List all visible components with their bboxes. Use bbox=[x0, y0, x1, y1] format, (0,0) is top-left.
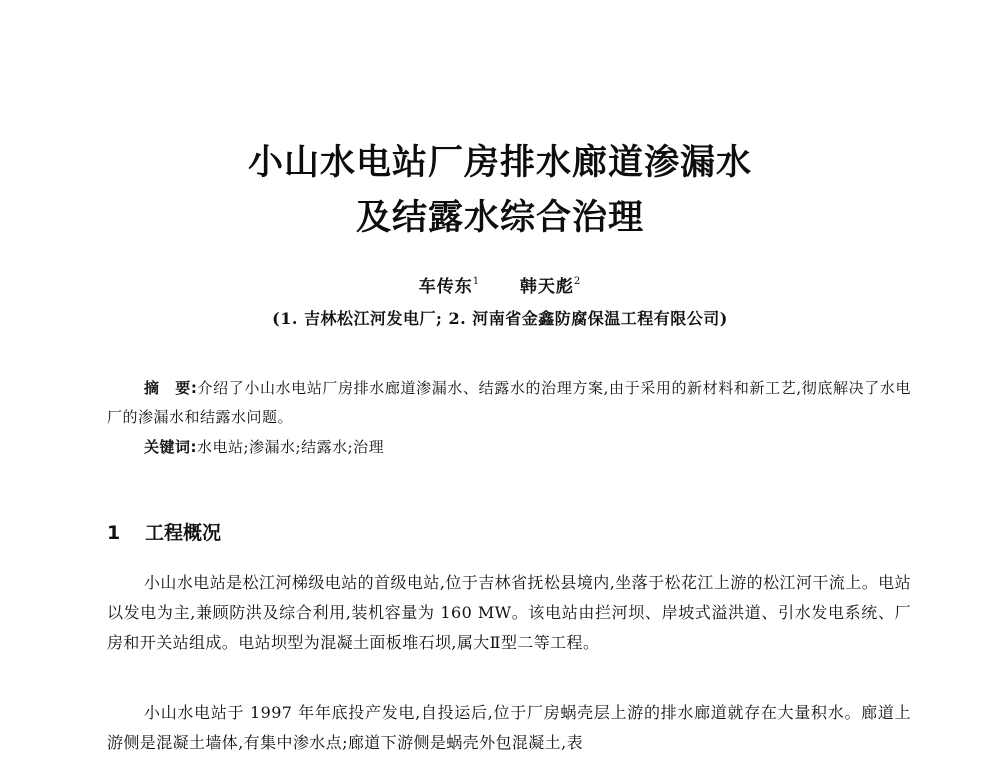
abstract-label: 摘 要: bbox=[144, 379, 198, 397]
author-affiliation-mark: 1 bbox=[472, 276, 481, 287]
author-name: 韩天彪 bbox=[519, 277, 574, 297]
author-name: 车传东 bbox=[418, 277, 473, 297]
abstract-text: 介绍了小山水电站厂房排水廊道渗漏水、结露水的治理方案,由于采用的新材料和新工艺,彻底解决了水电厂的渗漏水和结露水问题。 bbox=[107, 379, 911, 426]
keywords bbox=[144, 433, 904, 462]
body-paragraph: 小山水电站是松江河梯级电站的首级电站,位于吉林省抚松县境内,坐落于松花江上游的松江河干流上。电站以发电为主,兼顾防洪及综合利用,装机容量为 160 MW。该电站由拦河坝、岸坡式溢洪道、引水发电系统、厂房和开关站组成。电站坝型为混凝土面板堆石坝,属大Ⅱ型二等工程。 bbox=[107, 573, 911, 652]
author-list bbox=[0, 272, 1000, 297]
section-title: 工程概况 bbox=[145, 522, 222, 544]
section-heading bbox=[107, 518, 221, 545]
paper-title-line-2: 及结露水综合治理 bbox=[355, 198, 644, 238]
keywords-label: 关键词: bbox=[144, 438, 197, 456]
keywords-text: 水电站;渗漏水;结露水;治理 bbox=[197, 438, 385, 456]
abstract bbox=[107, 374, 911, 432]
paper-title-line-1: 小山水电站厂房排水廊道渗漏水 bbox=[247, 143, 752, 183]
author-affiliation-mark: 2 bbox=[573, 276, 582, 287]
section-number: 1 bbox=[107, 522, 121, 544]
affiliation-line: (1. 吉林松江河发电厂; 2. 河南省金鑫防腐保温工程有限公司) bbox=[272, 309, 728, 328]
body-paragraph: 小山水电站于 1997 年年底投产发电,自投运后,位于厂房蜗壳层上游的排水廊道就存在大量积水。廊道上游侧是混凝土墙体,有集中渗水点;廊道下游侧是蜗壳外包混凝土,表 bbox=[107, 703, 911, 752]
